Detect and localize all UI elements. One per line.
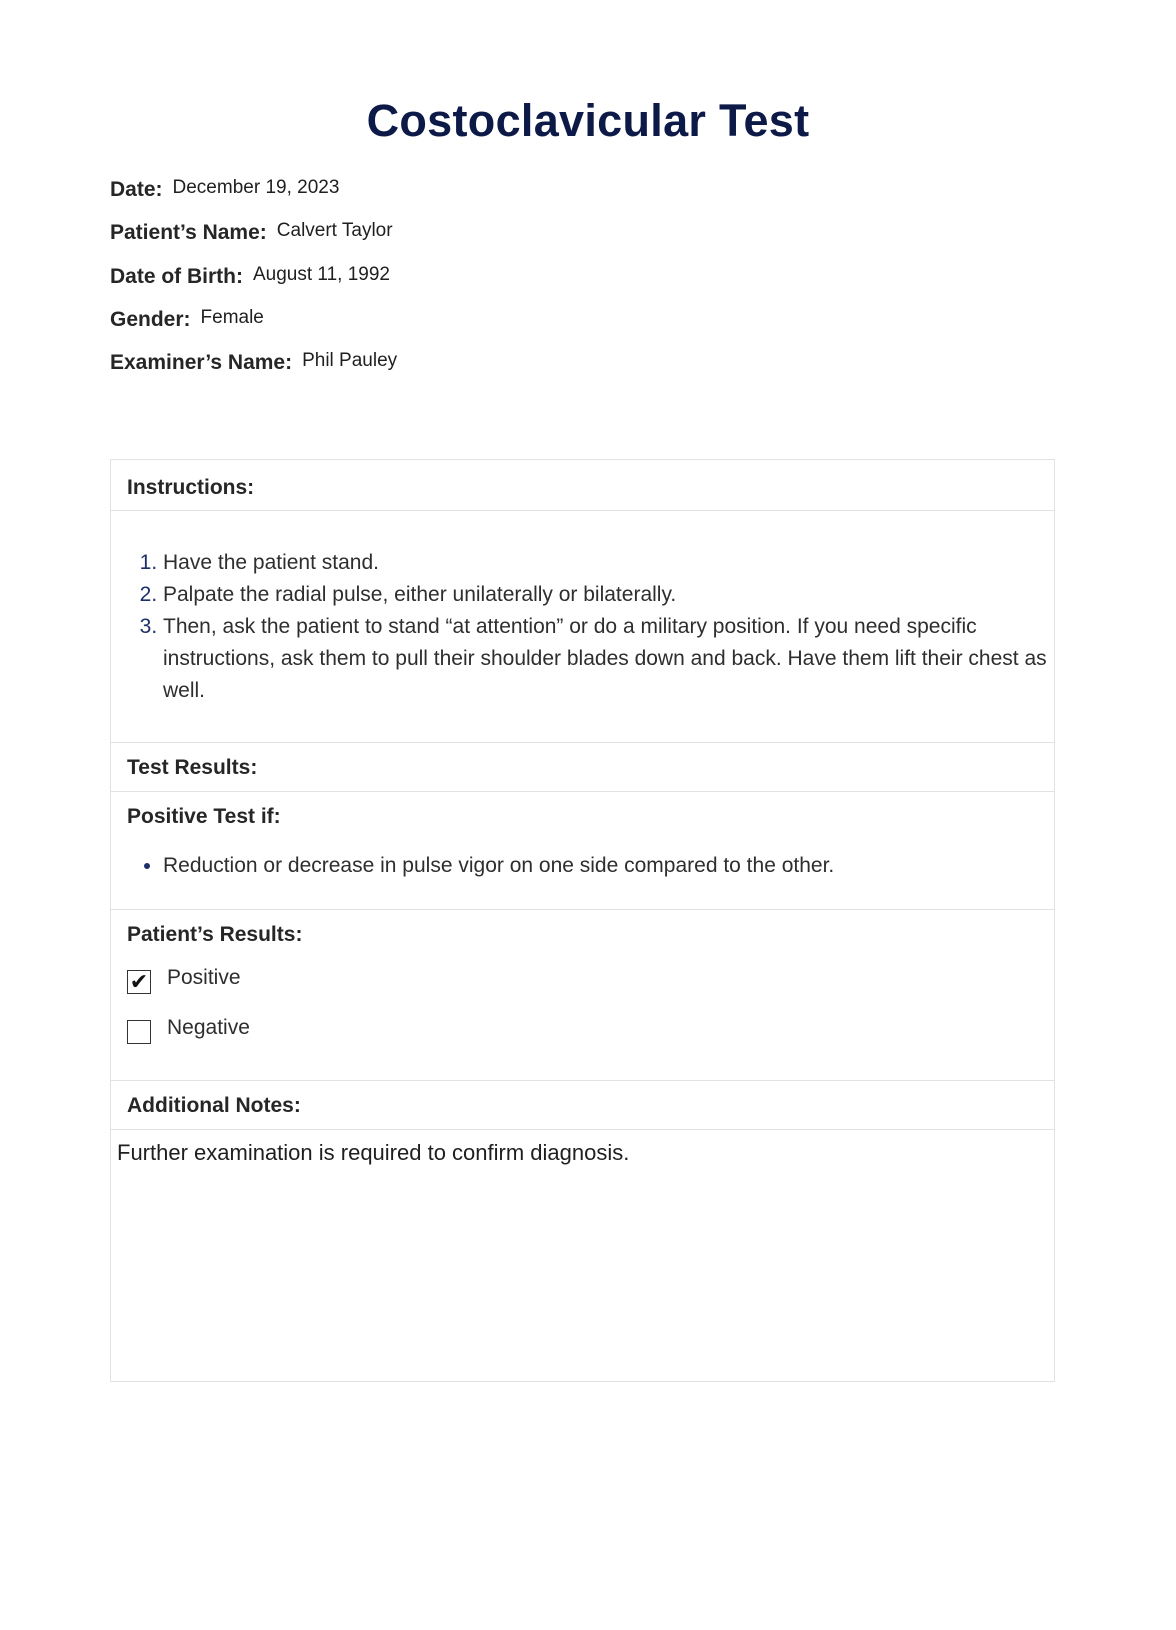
instructions-header-row xyxy=(111,460,1054,510)
negative-checkbox[interactable] xyxy=(127,1020,151,1044)
negative-option[interactable] xyxy=(127,1016,250,1044)
instructions-heading: Instructions: xyxy=(127,476,255,499)
positive-criteria-list xyxy=(127,850,834,882)
positive-test-heading: Positive Test if: xyxy=(127,805,281,828)
date-field xyxy=(110,178,339,202)
test-form-table xyxy=(110,459,1055,1382)
negative-option-label: Negative xyxy=(167,1016,250,1039)
examiner-name-label: Examiner’s Name: xyxy=(110,351,293,374)
test-results-heading: Test Results: xyxy=(127,756,258,779)
instruction-step: 2. Palpate the radial pulse, either unilaterally or bilaterally. xyxy=(163,579,1053,611)
examiner-name-value[interactable]: Phil Pauley xyxy=(302,350,398,371)
additional-notes-header-row xyxy=(111,1080,1054,1129)
positive-test-row xyxy=(111,791,1054,909)
positive-option[interactable] xyxy=(127,966,241,994)
gender-field xyxy=(110,308,264,332)
examiner-name-field xyxy=(110,351,397,375)
additional-notes-text[interactable]: Further examination is required to confirm diagnosis. xyxy=(117,1140,630,1165)
page-title: Costoclavicular Test xyxy=(366,95,810,146)
date-value[interactable]: December 19, 2023 xyxy=(172,177,340,198)
gender-label: Gender: xyxy=(110,308,191,331)
instructions-body-row xyxy=(111,510,1054,742)
instruction-step: 3. Then, ask the patient to stand “at attention” or do a military position. If you need specific instructions, ask them to pull their shoulder blades down and back. Have them lift their chest as well. xyxy=(163,611,1053,707)
instructions-list xyxy=(127,547,1053,707)
positive-checkbox[interactable]: ✔ xyxy=(127,970,151,994)
dob-label: Date of Birth: xyxy=(110,265,243,288)
additional-notes-body[interactable] xyxy=(111,1129,1054,1381)
test-results-header-row xyxy=(111,742,1054,791)
patient-name-label: Patient’s Name: xyxy=(110,221,267,244)
gender-value[interactable]: Female xyxy=(200,307,264,328)
dob-field xyxy=(110,265,390,289)
dob-value[interactable]: August 11, 1992 xyxy=(253,264,390,285)
patient-results-row xyxy=(111,909,1054,1080)
patient-name-value[interactable]: Calvert Taylor xyxy=(276,220,393,241)
instruction-step: 1. Have the patient stand. xyxy=(163,547,1053,579)
positive-option-label: Positive xyxy=(167,966,241,989)
criteria-item: • Reduction or decrease in pulse vigor on one side compared to the other. xyxy=(163,850,834,882)
patient-results-heading: Patient’s Results: xyxy=(127,923,303,946)
additional-notes-heading: Additional Notes: xyxy=(127,1094,301,1117)
patient-name-field xyxy=(110,221,393,245)
date-label: Date: xyxy=(110,178,163,201)
